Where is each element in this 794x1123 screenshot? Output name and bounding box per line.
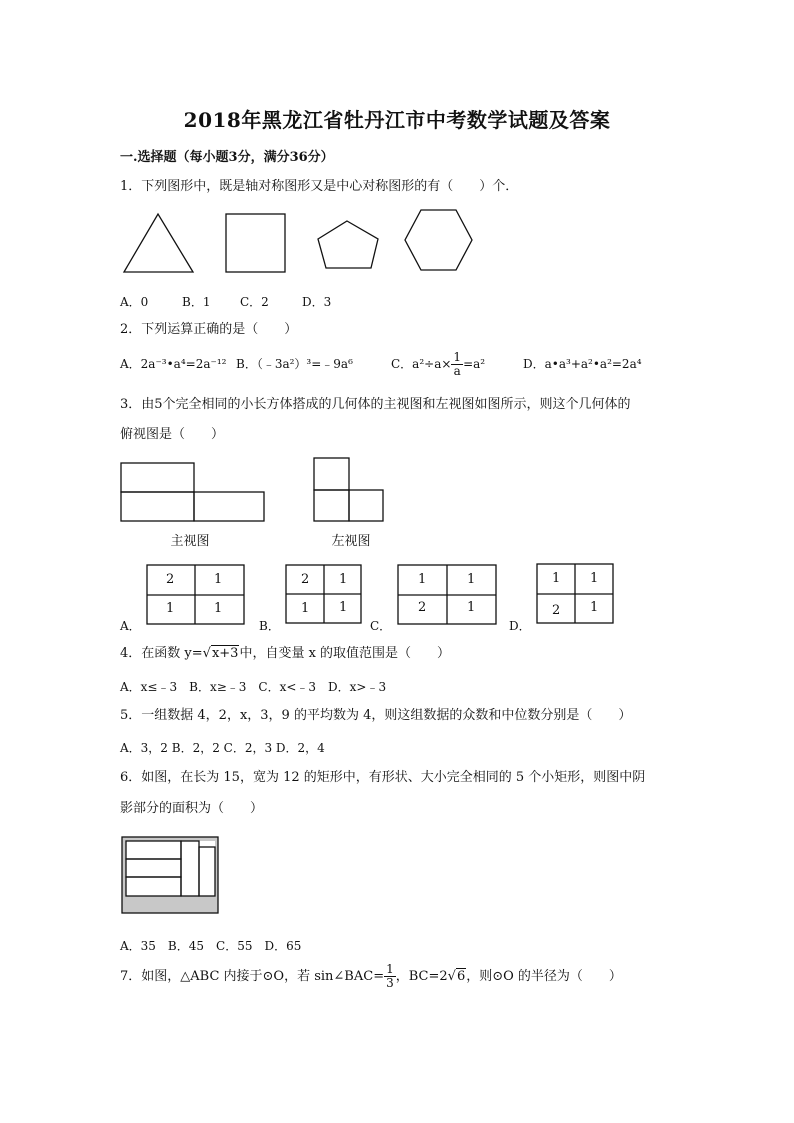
section-heading: 一.选择题（每小题3分，满分36分）: [120, 150, 334, 165]
grid-a-cell-2: 1: [214, 572, 223, 587]
option-b: B．（﹣3a²）³=﹣9a⁶: [236, 357, 353, 371]
sqrt-sign: √: [447, 969, 456, 984]
question-2-text: 2．下列运算正确的是（ ）: [120, 322, 298, 337]
option-a: A．0: [120, 295, 149, 309]
question-6-options: A．35 B．45 C．55 D．65: [120, 939, 302, 953]
radicand: x+3: [211, 646, 239, 661]
question-4-options: A．x≤﹣3 B．x≥﹣3 C．x<﹣3 D．x>﹣3: [120, 680, 387, 694]
option-c: C．2: [240, 295, 269, 309]
left-view-caption: 左视图: [331, 534, 371, 549]
sqrt-sign: √: [202, 646, 211, 661]
question-7-text: 7．如图，△ABC 内接于⊙O，若 sin∠BAC= $\frac{1}{3}$ ，BC=2√6，则⊙O 的半径为（ ）: [120, 962, 622, 990]
grid-c-cell-1: 1: [418, 572, 427, 587]
fraction: $\frac{1}{3}$: [386, 962, 394, 990]
question-3-line-1: 3．由5个完全相同的小长方体搭成的几何体的主视图和左视图如图所示，则这个几何体的: [120, 397, 631, 412]
question-5-options: A．3，2 B．2，2 C．2，3 D．2，4: [120, 741, 325, 755]
option-d: D．a•a³+a²•a²=2a⁴: [523, 357, 642, 371]
question-1-text: 1．下列图形中，既是轴对称图形又是中心对称图形的有（ ）个．: [120, 179, 519, 194]
option-a-label: A．: [120, 619, 141, 633]
question-6-line-1: 6．如图，在长为 15，宽为 12 的矩形中，有形状、大小完全相同的 5 个小矩形，则图中阴: [120, 770, 646, 785]
option-a: A．2a⁻³•a⁴=2a⁻¹²: [120, 357, 227, 371]
inner-white-area: [126, 841, 199, 896]
grid-b-cell-1: 2: [301, 572, 310, 587]
option-c-label: C．: [370, 619, 392, 633]
question-5-text: 5．一组数据 4，2，x，3，9 的平均数为 4，则这组数据的众数和中位数分别是（ ）: [120, 708, 632, 723]
grid-a-cell-4: 1: [214, 601, 223, 616]
grid-b-cell-3: 1: [301, 601, 310, 616]
grid-d-cell-1: 1: [552, 571, 561, 586]
page-title: 2018年黑龙江省牡丹江市中考数学试题及答案: [183, 108, 611, 132]
option-d: D．3: [302, 295, 332, 309]
inner-white-right: [199, 841, 215, 896]
option-b-label: B．: [259, 619, 280, 633]
grid-d-cell-2: 1: [590, 571, 599, 586]
option-b: B．1: [182, 295, 211, 309]
grid-a-cell-1: 2: [166, 572, 175, 587]
grid-c-cell-3: 2: [418, 600, 427, 615]
grid-c-cell-4: 1: [467, 600, 476, 615]
grid-a-cell-3: 1: [166, 601, 175, 616]
option-d-label: D．: [509, 619, 531, 633]
radicand: 6: [456, 969, 466, 984]
option-c: C．a²÷a× $\frac{1}{a}$ =a²: [391, 350, 486, 378]
question-6-line-2: 影部分的面积为（ ）: [120, 801, 264, 816]
front-view-caption: 主视图: [170, 534, 210, 549]
question-4-text: 4．在函数 y=√x+3中，自变量 x 的取值范围是（ ）: [120, 646, 451, 661]
grid-b-cell-2: 1: [339, 572, 348, 587]
question-3-line-2: 俯视图是（ ）: [120, 427, 225, 442]
grid-d-cell-3: 2: [552, 603, 561, 618]
grid-d-cell-4: 1: [590, 600, 599, 615]
grid-b-cell-4: 1: [339, 600, 348, 615]
fraction: $\frac{1}{a}$: [453, 350, 462, 378]
grid-c-cell-2: 1: [467, 572, 476, 587]
